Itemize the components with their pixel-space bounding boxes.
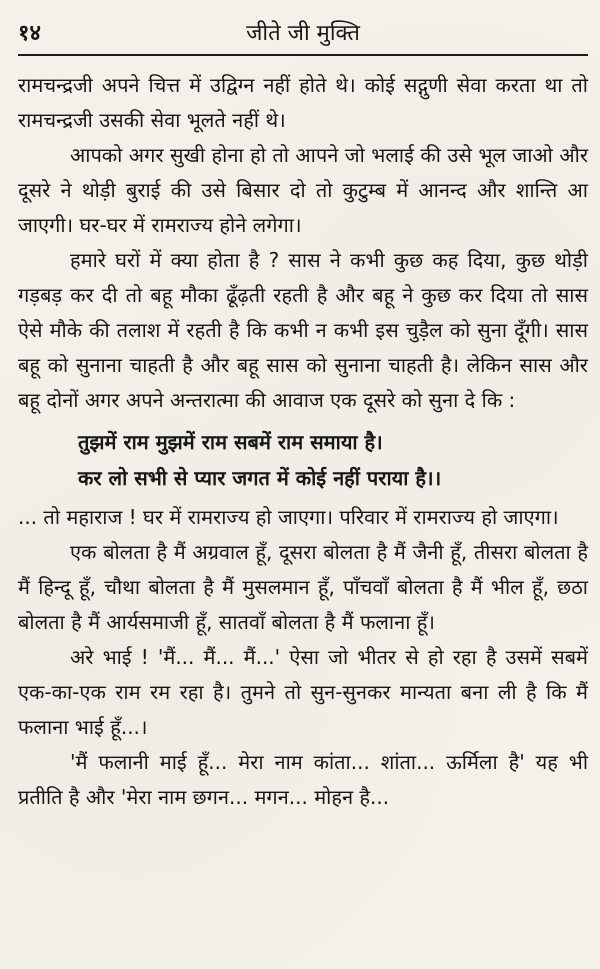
running-title: जीते जी मुक्ति [246, 21, 360, 46]
paragraph-1: रामचन्द्रजी अपने चित्त में उद्विग्न नहीं होते थे। कोई सद्गुणी सेवा करता था तो रामचन्द्रजी उसकी सेवा भूलते नहीं थे। [18, 73, 588, 132]
paragraph-3: हमारे घरों में क्या होता है ? सास ने कभी कुछ कह दिया, कुछ थोड़ी गड़बड़ कर दी तो बहू मौका ढूँढ़ती रहती है और बहू ने कुछ कर दिया तो सास ऐसे मौके की तलाश में रहती है कि कभी न कभी इस चुड़ैल को सुना दूँगी। सास बहू को सुनाना चाहती है और बहू सास को सुनाना चाहती है। लेकिन सास और बहू दोनों अगर अपने अन्तरात्मा की आवाज एक दूसरे को सुना दे कि : [18, 248, 588, 412]
header-rule [18, 54, 588, 56]
paragraph-5: एक बोलता है मैं अग्रवाल हूँ, दूसरा बोलता है मैं जैनी हूँ, तीसरा बोलता है मैं हिन्दू हूँ, चौथा बोलता है मैं मुसलमान हूँ, पाँचवाँ बोलता है मैं भील हूँ, छठा बोलता है मैं आर्यसमाजी हूँ, सातवाँ बोलता है मैं फलाना हूँ। [18, 540, 588, 634]
verse-line-1: तुझमें राम मुझमें राम सबमें राम समाया है। [78, 430, 383, 454]
paragraph-6: अरे भाई ! 'मैं... मैं... मैं...' ऐसा जो भीतर से हो रहा है उसमें सबमें एक-का-एक राम रम रहा है। तुमने तो सुन-सुनकर मान्यता बना ली है कि मैं फलाना भाई हूँ...। [18, 645, 588, 739]
paragraph-4: ... तो महाराज ! घर में रामराज्य हो जाएगा। परिवार में रामराज्य हो जाएगा। [18, 505, 559, 529]
paragraph-7: 'मैं फलानी माई हूँ... मेरा नाम कांता... शांता... ऊर्मिला है' यह भी प्रतीति है और 'मेरा नाम छगन... मगन... मोहन है... [18, 750, 588, 809]
page-header [18, 20, 588, 50]
verse-line-2: कर लो सभी से प्यार जगत में कोई नहीं पराया है।। [78, 466, 442, 490]
verse-block [18, 424, 588, 496]
page-number: १४ [18, 21, 41, 46]
paragraph-2: आपको अगर सुखी होना हो तो आपने जो भलाई की उसे भूल जाओ और दूसरे ने थोड़ी बुराई की उसे बिसार दो तो कुटुम्ब में आनन्द और शान्ति आ जाएगी। घर-घर में रामराज्य होने लगेगा। [18, 143, 588, 237]
page-content [18, 68, 588, 815]
